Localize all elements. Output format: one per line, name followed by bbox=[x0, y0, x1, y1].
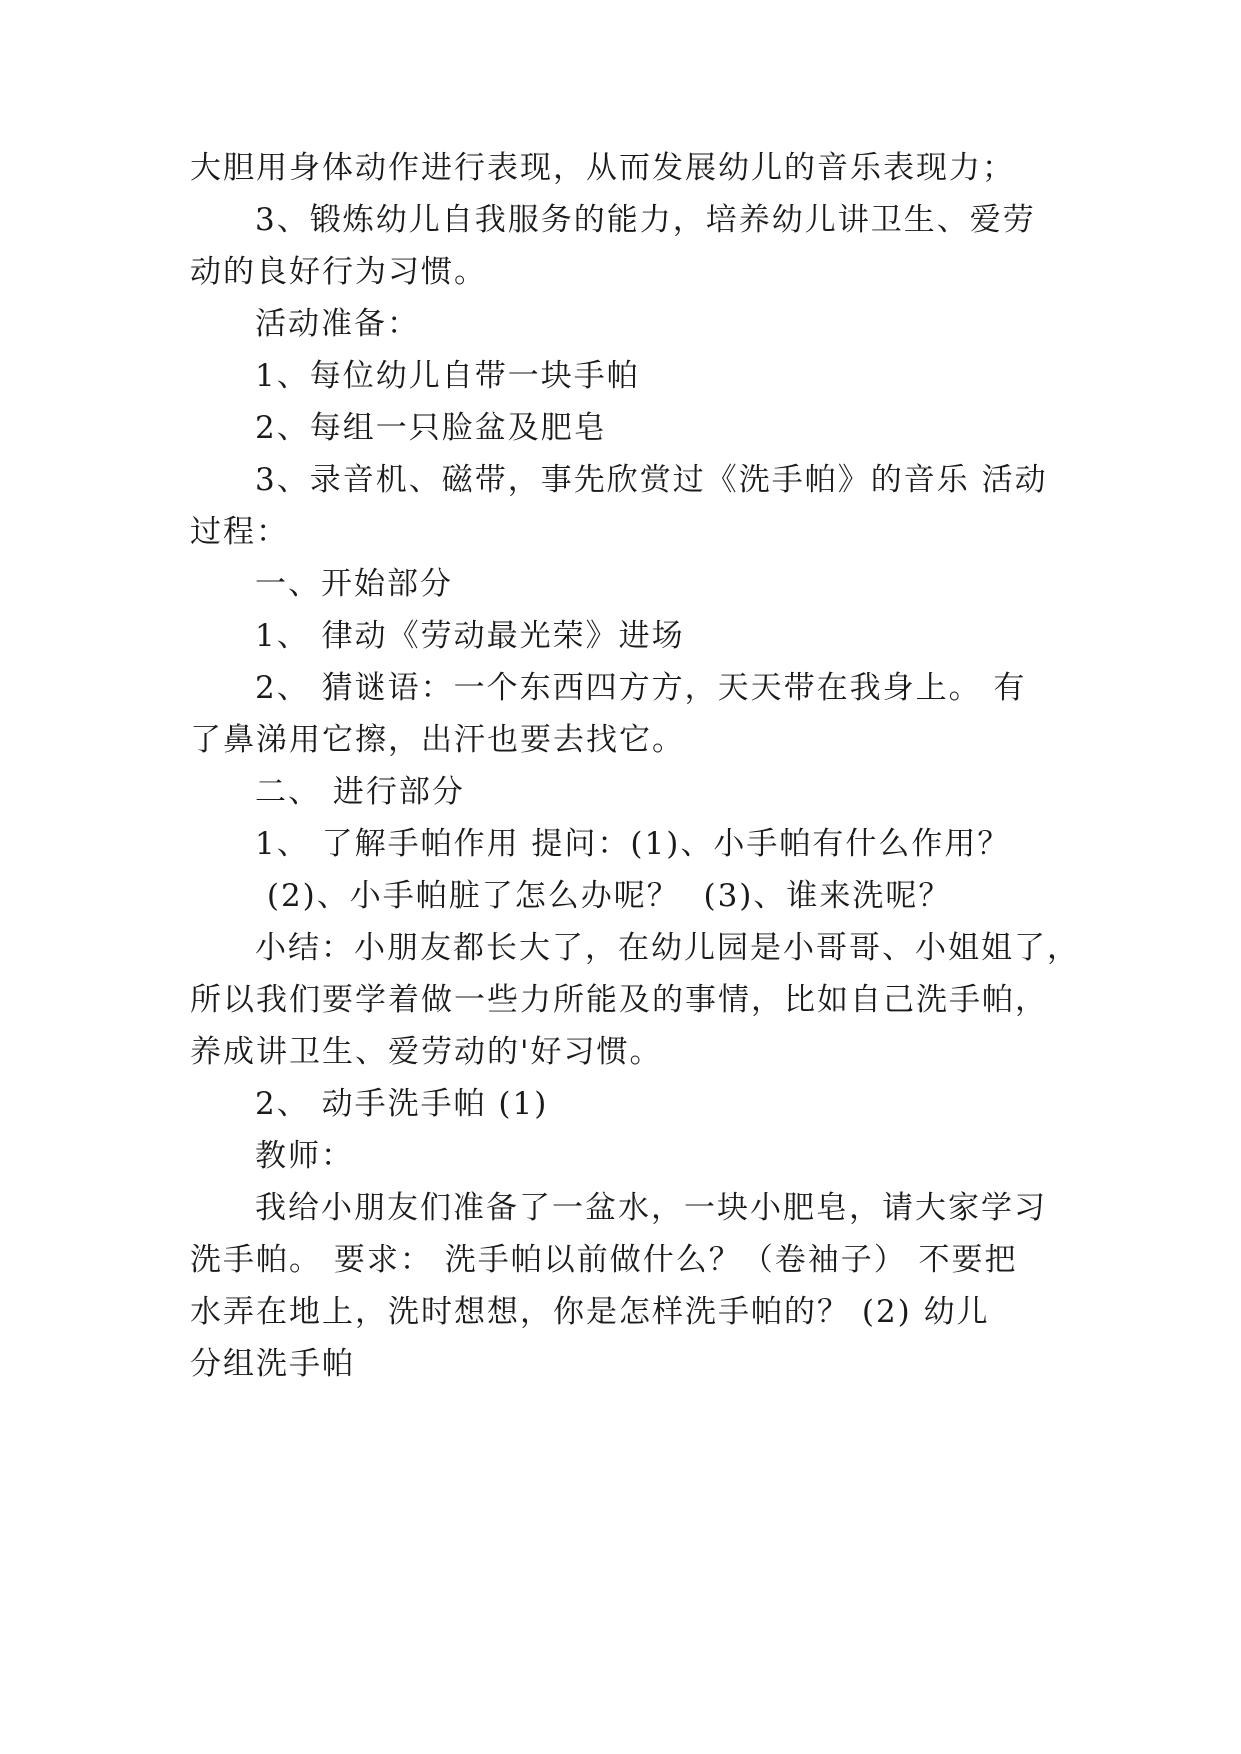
text-line: 水弄在地上，洗时想想，你是怎样洗手帕的？ (2) 幼儿 bbox=[190, 1294, 990, 1330]
text-line: (2)、小手帕脏了怎么办呢？ (3)、谁来洗呢？ bbox=[255, 878, 952, 914]
text-line: 1、每位幼儿自带一块手帕 bbox=[255, 358, 640, 394]
text-line: 2、 猜谜语：一个东西四方方，天天带在我身上。 有 bbox=[255, 670, 1027, 706]
section-heading: 一、开始部分 bbox=[255, 566, 453, 602]
text-line: 动的良好行为习惯。 bbox=[190, 254, 487, 290]
text-line: 分组洗手帕 bbox=[190, 1346, 355, 1382]
text-line: 1、 律动《劳动最光荣》进场 bbox=[255, 618, 685, 654]
text-line: 教师： bbox=[255, 1138, 354, 1174]
text-line: 1、 了解手帕作用 提问：(1)、小手帕有什么作用？ bbox=[255, 826, 1011, 862]
section-heading: 二、 进行部分 bbox=[255, 774, 465, 810]
text-line: 3、录音机、磁带，事先欣赏过《洗手帕》的音乐 活动 bbox=[255, 462, 1048, 498]
text-line: 小结：小朋友都长大了，在幼儿园是小哥哥、小姐姐了， bbox=[255, 930, 1080, 966]
section-heading: 过程： bbox=[190, 514, 289, 550]
text-line: 2、 动手洗手帕 (1) bbox=[255, 1086, 549, 1122]
section-heading: 活动准备： bbox=[255, 306, 420, 342]
text-line: 大胆用身体动作进行表现，从而发展幼儿的音乐表现力； bbox=[190, 150, 1015, 186]
text-line: 3、锻炼幼儿自我服务的能力，培养幼儿讲卫生、爱劳 bbox=[255, 202, 1036, 238]
text-line: 我给小朋友们准备了一盆水，一块小肥皂，请大家学习 bbox=[255, 1190, 1047, 1226]
text-line: 养成讲卫生、爱劳动的'好习惯。 bbox=[190, 1034, 663, 1070]
text-line: 了鼻涕用它擦，出汗也要去找它。 bbox=[190, 722, 685, 758]
text-line: 2、每组一只脸盆及肥皂 bbox=[255, 410, 607, 446]
text-line: 洗手帕。 要求： 洗手帕以前做什么？（卷袖子） 不要把 bbox=[190, 1242, 1018, 1278]
text-line: 所以我们要学着做一些力所能及的事情，比如自己洗手帕， bbox=[190, 982, 1048, 1018]
